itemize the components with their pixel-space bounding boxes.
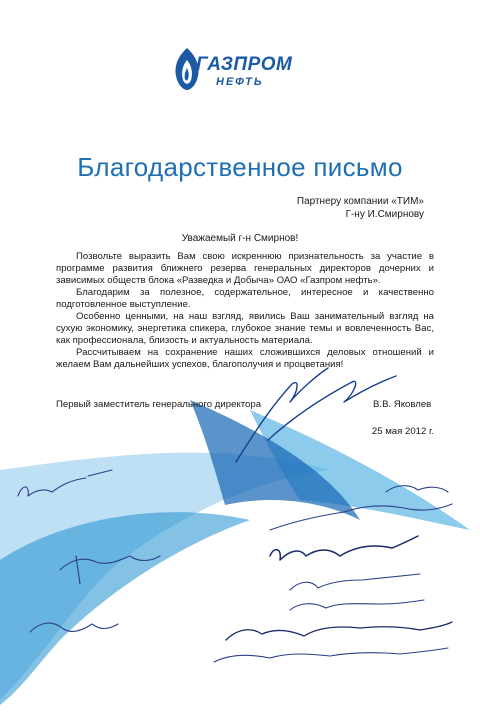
- paragraph-2: Благодарим за полезное, содержательное, интересное и качественно подготовленное выступление.: [56, 287, 434, 310]
- recipient-block: [297, 195, 424, 221]
- signatory-name: В.В. Яковлев: [373, 399, 432, 410]
- paragraph-3: Особенно ценными, на наш взгляд, явились Ваш занимательный взгляд на сухую экономику, энергетика спикера, глубокое знание темы и вовлеченность Вас, как профессионала, близость и актуальность материала.: [56, 311, 434, 346]
- swoosh-blue-band: [0, 512, 250, 705]
- signatory-position: Первый заместитель генерального директора: [56, 399, 262, 410]
- paragraph-4: Рассчитываем на сохранение наших сложившихся деловых отношений и желаем Вам дальнейших успехов, благополучия и процветания!: [56, 347, 434, 370]
- paragraph-1: Позвольте выразить Вам свою искреннюю признательность за участие в программе развития ближнего резерва генеральных директоров дочерних и зависимых обществ блока «Разведка и Добыча» ОАО «Газпром нефть».: [56, 251, 434, 286]
- recipient-line-2: Г-ну И.Смирнову: [345, 209, 424, 220]
- greeting: Уважаемый г-н Смирнов!: [181, 233, 299, 244]
- logo-text-neft: НЕФТЬ: [216, 76, 264, 88]
- letter-body: [56, 251, 434, 371]
- logo-text-gazprom: ГАЗПРОМ: [196, 54, 293, 75]
- letter-date: 25 мая 2012 г.: [371, 426, 434, 437]
- company-logo: [172, 44, 292, 94]
- letter-title: Благодарственное письмо: [77, 152, 403, 182]
- recipient-line-1: Партнеру компании «ТИМ»: [296, 196, 424, 207]
